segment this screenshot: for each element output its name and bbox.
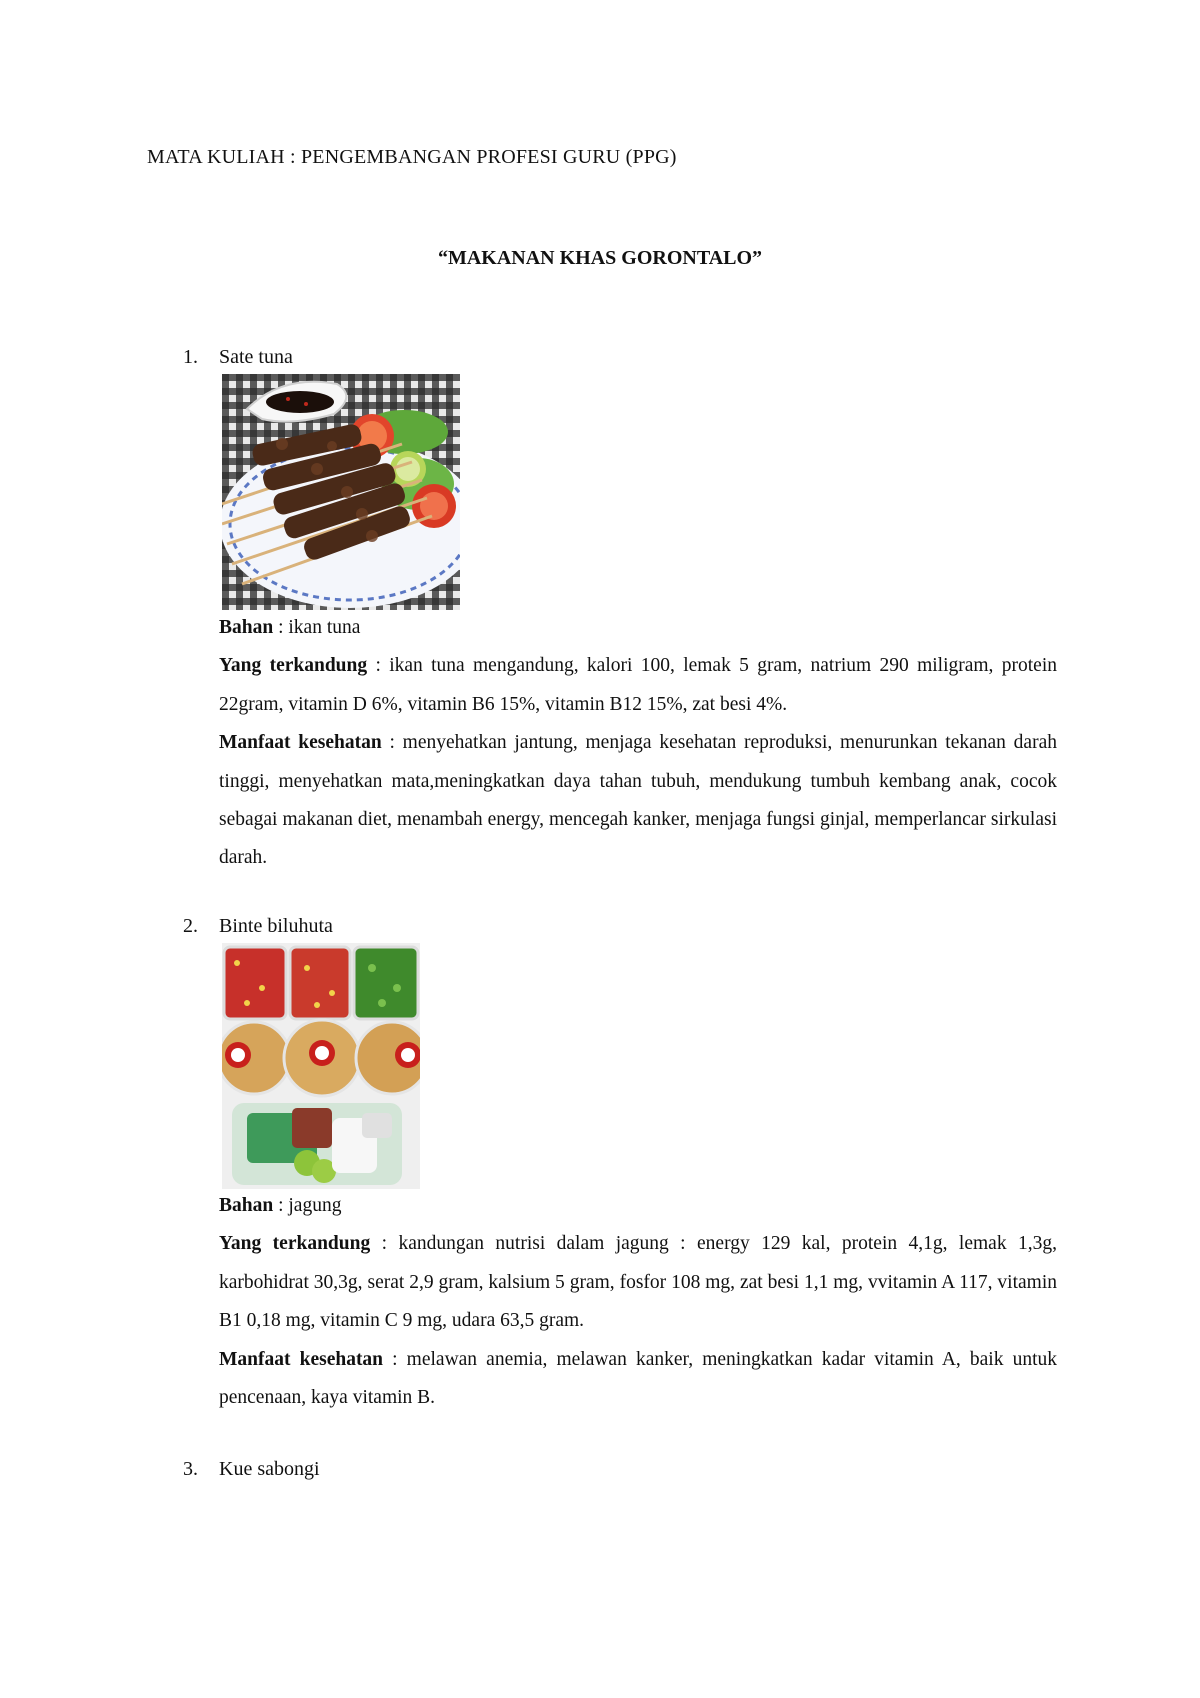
list-number: 3.	[183, 1458, 198, 1480]
list-item-heading	[183, 346, 293, 369]
item-2-description	[219, 1187, 1057, 1417]
food-name: Binte biluhuta	[219, 915, 333, 937]
manfaat-paragraph	[219, 724, 1057, 878]
bahan-text: : ikan tuna	[273, 617, 361, 638]
food-name: Sate tuna	[219, 346, 293, 368]
item-1-description	[219, 609, 1057, 878]
food-name: Kue sabongi	[219, 1458, 320, 1480]
kandungan-paragraph	[219, 647, 1057, 724]
bahan-label: Bahan	[219, 1195, 274, 1216]
binte-biluhuta-photo	[222, 943, 420, 1189]
list-item-heading	[183, 1458, 320, 1481]
kandungan-paragraph	[219, 1225, 1057, 1340]
bahan-line	[219, 609, 1057, 647]
manfaat-label: Manfaat kesehatan	[219, 1348, 384, 1370]
kandungan-text: : ikan tuna mengandung, kalori 100, lemak 5 gram, natrium 290 miligram, protein 22gram, vitamin D 6%, vitamin B6 15%, vitamin B12 15%, zat besi 4%.	[219, 655, 1057, 715]
manfaat-paragraph	[219, 1341, 1057, 1418]
list-item-heading	[183, 915, 333, 938]
manfaat-text: : menyehatkan jantung, menjaga kesehatan reproduksi, menurunkan tekanan darah tinggi, menyehatkan mata,meningkatkan daya tahan tubuh, mendukung tumbuh kembang anak, cocok sebagai makanan diet, menambah energy, mencegah kanker, menjaga fungsi ginjal, memperlancar sirkulasi darah.	[219, 732, 1057, 869]
manfaat-text: : melawan anemia, melawan kanker, meningkatkan kadar vitamin A, baik untuk pencenaan, kaya vitamin B.	[219, 1348, 1057, 1409]
bahan-line	[219, 1187, 1057, 1225]
course-heading: MATA KULIAH : PENGEMBANGAN PROFESI GURU (PPG)	[147, 146, 677, 168]
document-title: “MAKANAN KHAS GORONTALO”	[437, 247, 763, 269]
kandungan-label: Yang terkandung	[219, 655, 368, 677]
list-number: 2.	[183, 915, 198, 937]
manfaat-label: Manfaat kesehatan	[219, 732, 382, 754]
kandungan-text: : kandungan nutrisi dalam jagung : energy 129 kal, protein 4,1g, lemak 1,3g, karbohidrat 30,3g, serat 2,9 gram, kalsium 5 gram, fosfor 108 mg, zat besi 1,1 mg, vvitamin A 117, vitamin B1 0,18 mg, vitamin C 9 mg, udara 63,5 gram.	[219, 1233, 1057, 1332]
bahan-text: : jagung	[273, 1195, 342, 1216]
sate-tuna-photo	[222, 374, 460, 610]
bahan-label: Bahan	[219, 617, 274, 638]
list-number: 1.	[183, 346, 198, 368]
kandungan-label: Yang terkandung	[219, 1233, 371, 1255]
